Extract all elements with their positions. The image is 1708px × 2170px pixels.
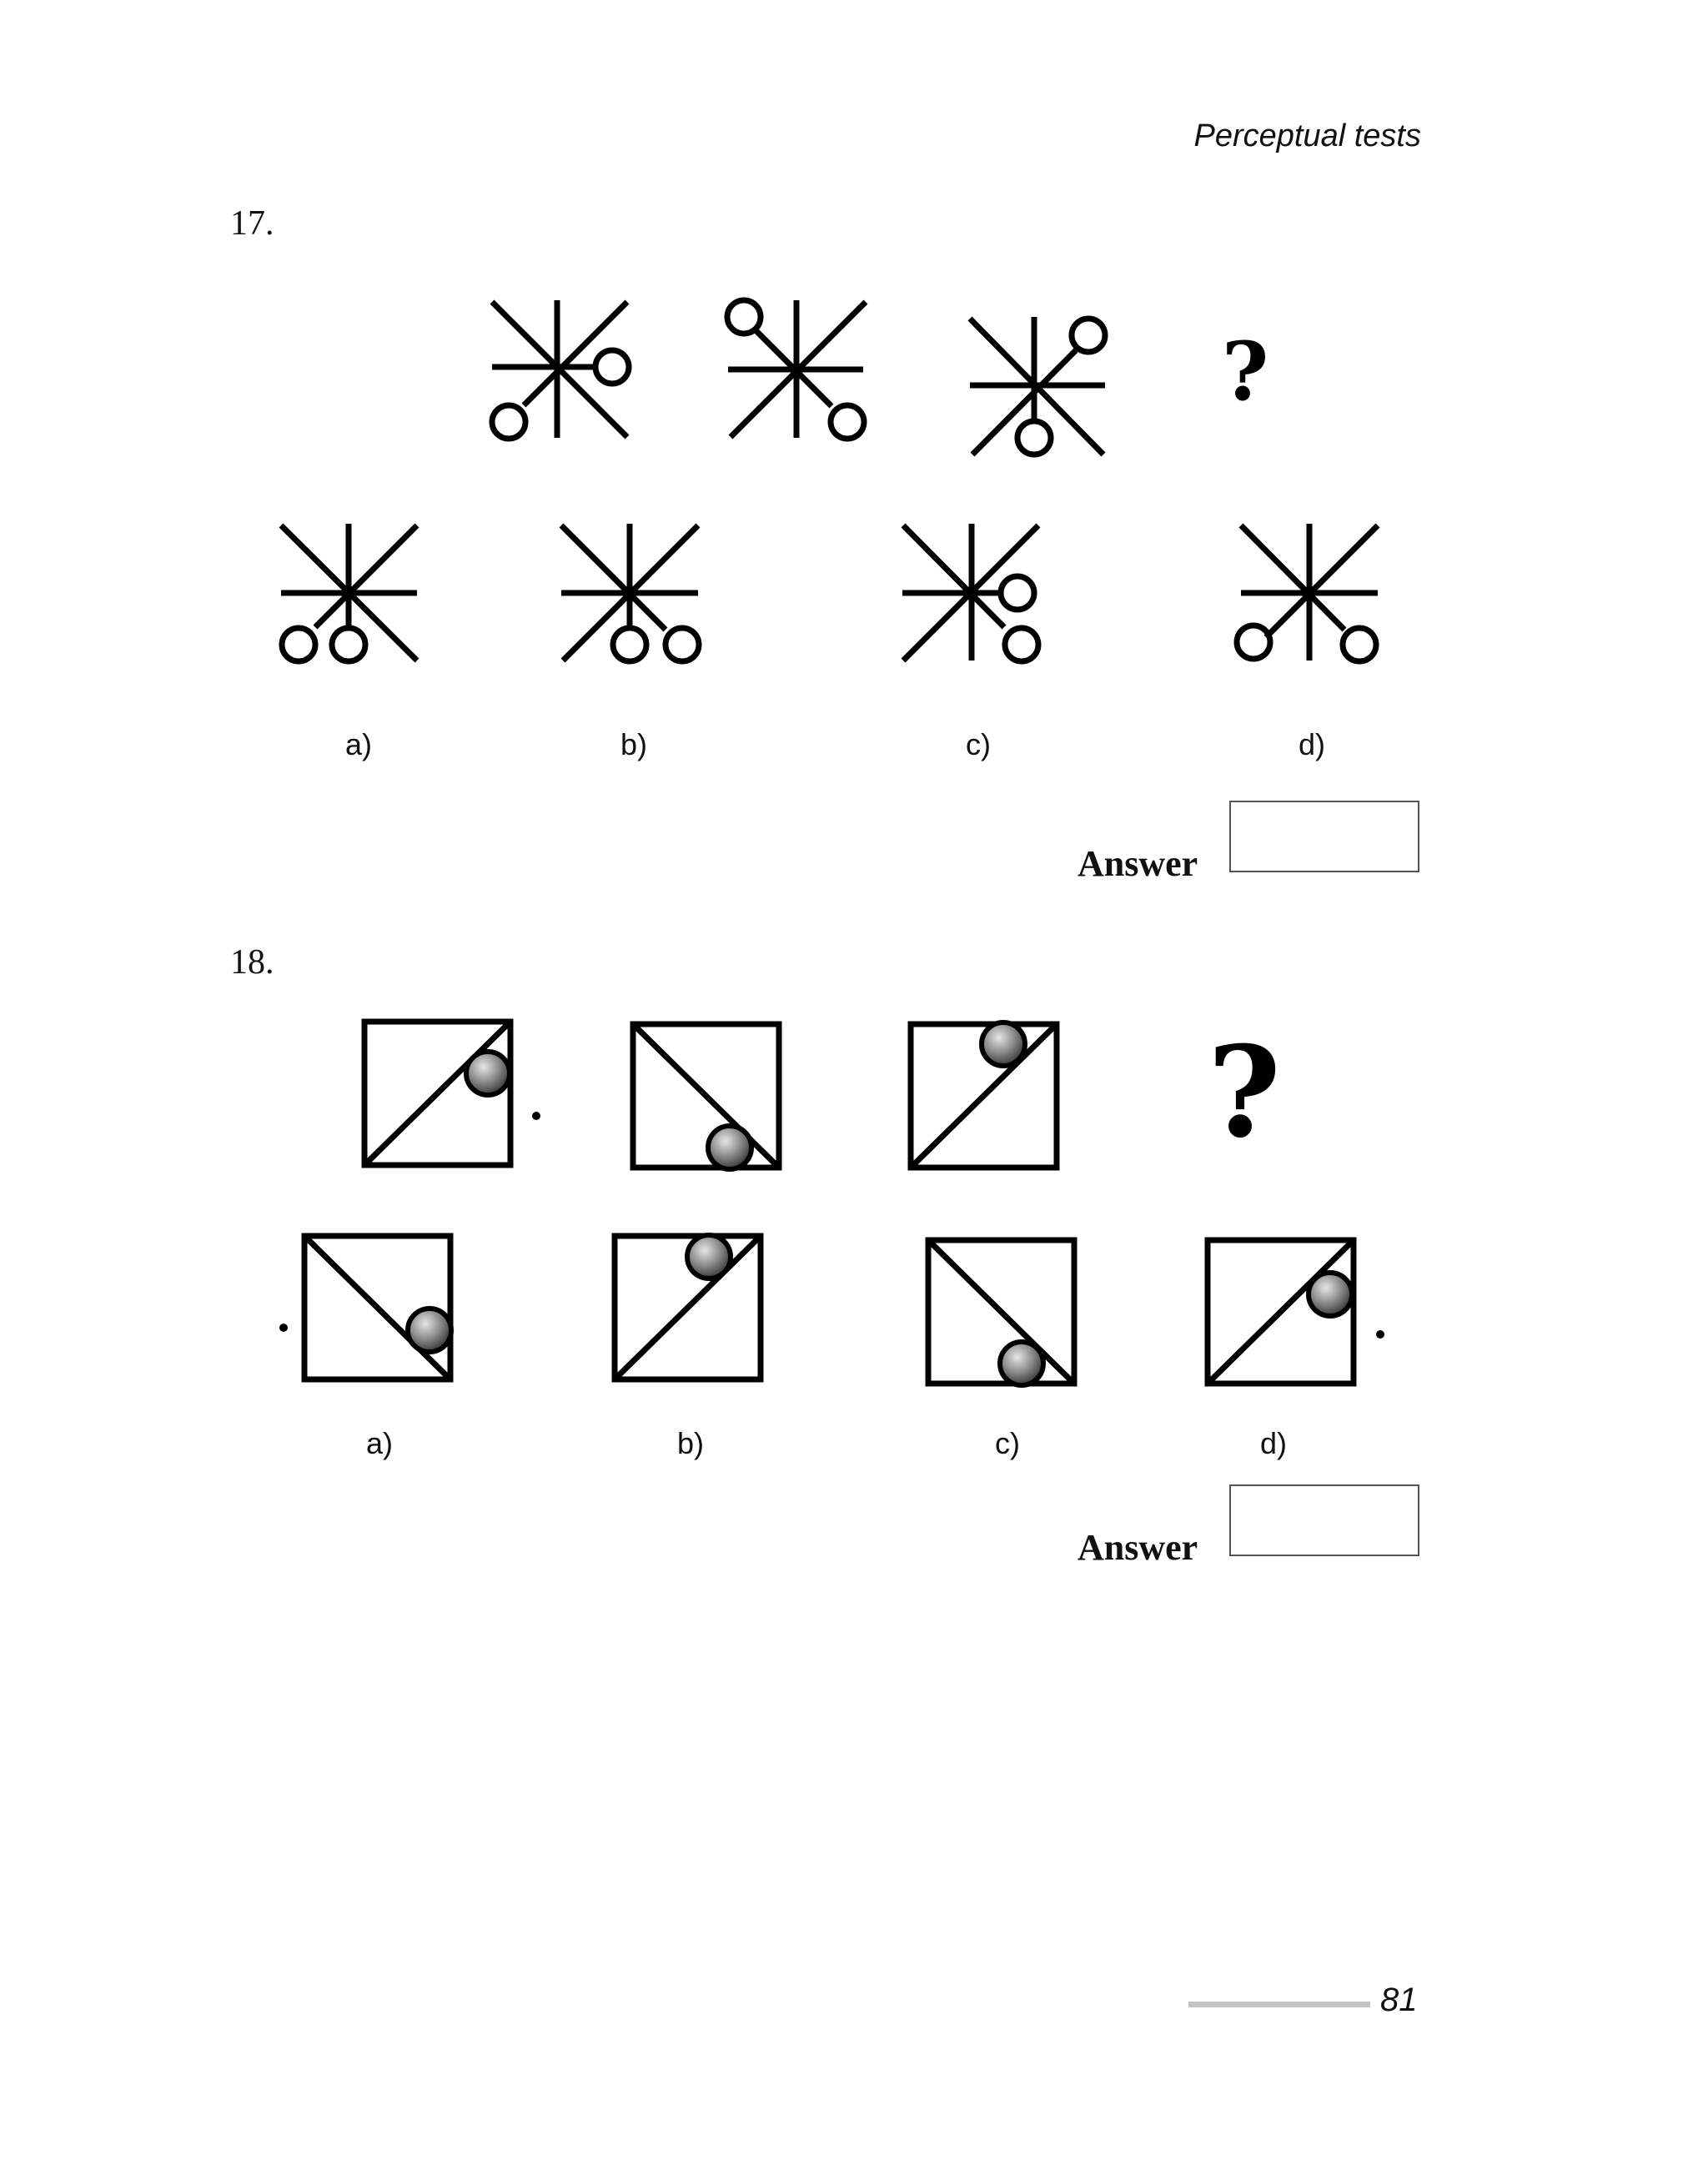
question-18-unknown: ? xyxy=(1208,1019,1281,1166)
question-17-answer-box[interactable] xyxy=(1229,801,1419,872)
question-17-option-a-label: a) xyxy=(344,727,372,761)
question-18-answer-label: Answer xyxy=(1078,1527,1198,1568)
square-ball-figure-3 xyxy=(911,1022,1057,1168)
square-ball-figure-2 xyxy=(633,1024,779,1169)
question-18-option-c-label: c) xyxy=(995,1426,1020,1460)
asterisk-option-c xyxy=(902,524,1038,661)
question-18-number: 18. xyxy=(230,943,274,982)
question-18-option-b-label: b) xyxy=(676,1426,704,1460)
page-number: 81 xyxy=(1380,1982,1418,2018)
asterisk-figure-1 xyxy=(492,300,629,439)
asterisk-option-a xyxy=(281,524,417,661)
question-17-answer-label: Answer xyxy=(1078,843,1198,884)
question-18-answer-box[interactable] xyxy=(1229,1484,1419,1556)
running-header: Perceptual tests xyxy=(1193,118,1421,153)
square-ball-option-b xyxy=(615,1235,761,1379)
question-17-unknown: ? xyxy=(1222,324,1269,419)
square-ball-option-d xyxy=(1208,1240,1384,1384)
question-17-number: 17. xyxy=(230,204,274,243)
footer-rule xyxy=(1188,2002,1370,2007)
question-17-option-d-label: d) xyxy=(1298,727,1325,761)
asterisk-option-d xyxy=(1237,524,1378,661)
square-ball-figure-1 xyxy=(364,1022,540,1165)
question-18-option-d-label: d) xyxy=(1259,1426,1287,1460)
question-18-option-a-label: a) xyxy=(365,1426,393,1460)
asterisk-figure-2 xyxy=(727,300,866,439)
question-17-option-b-label: b) xyxy=(620,727,647,761)
square-ball-option-a xyxy=(279,1236,451,1379)
asterisk-figure-3 xyxy=(970,317,1105,455)
square-ball-option-c xyxy=(928,1240,1074,1385)
asterisk-option-b xyxy=(561,524,699,661)
question-17-option-c-label: c) xyxy=(966,727,991,761)
